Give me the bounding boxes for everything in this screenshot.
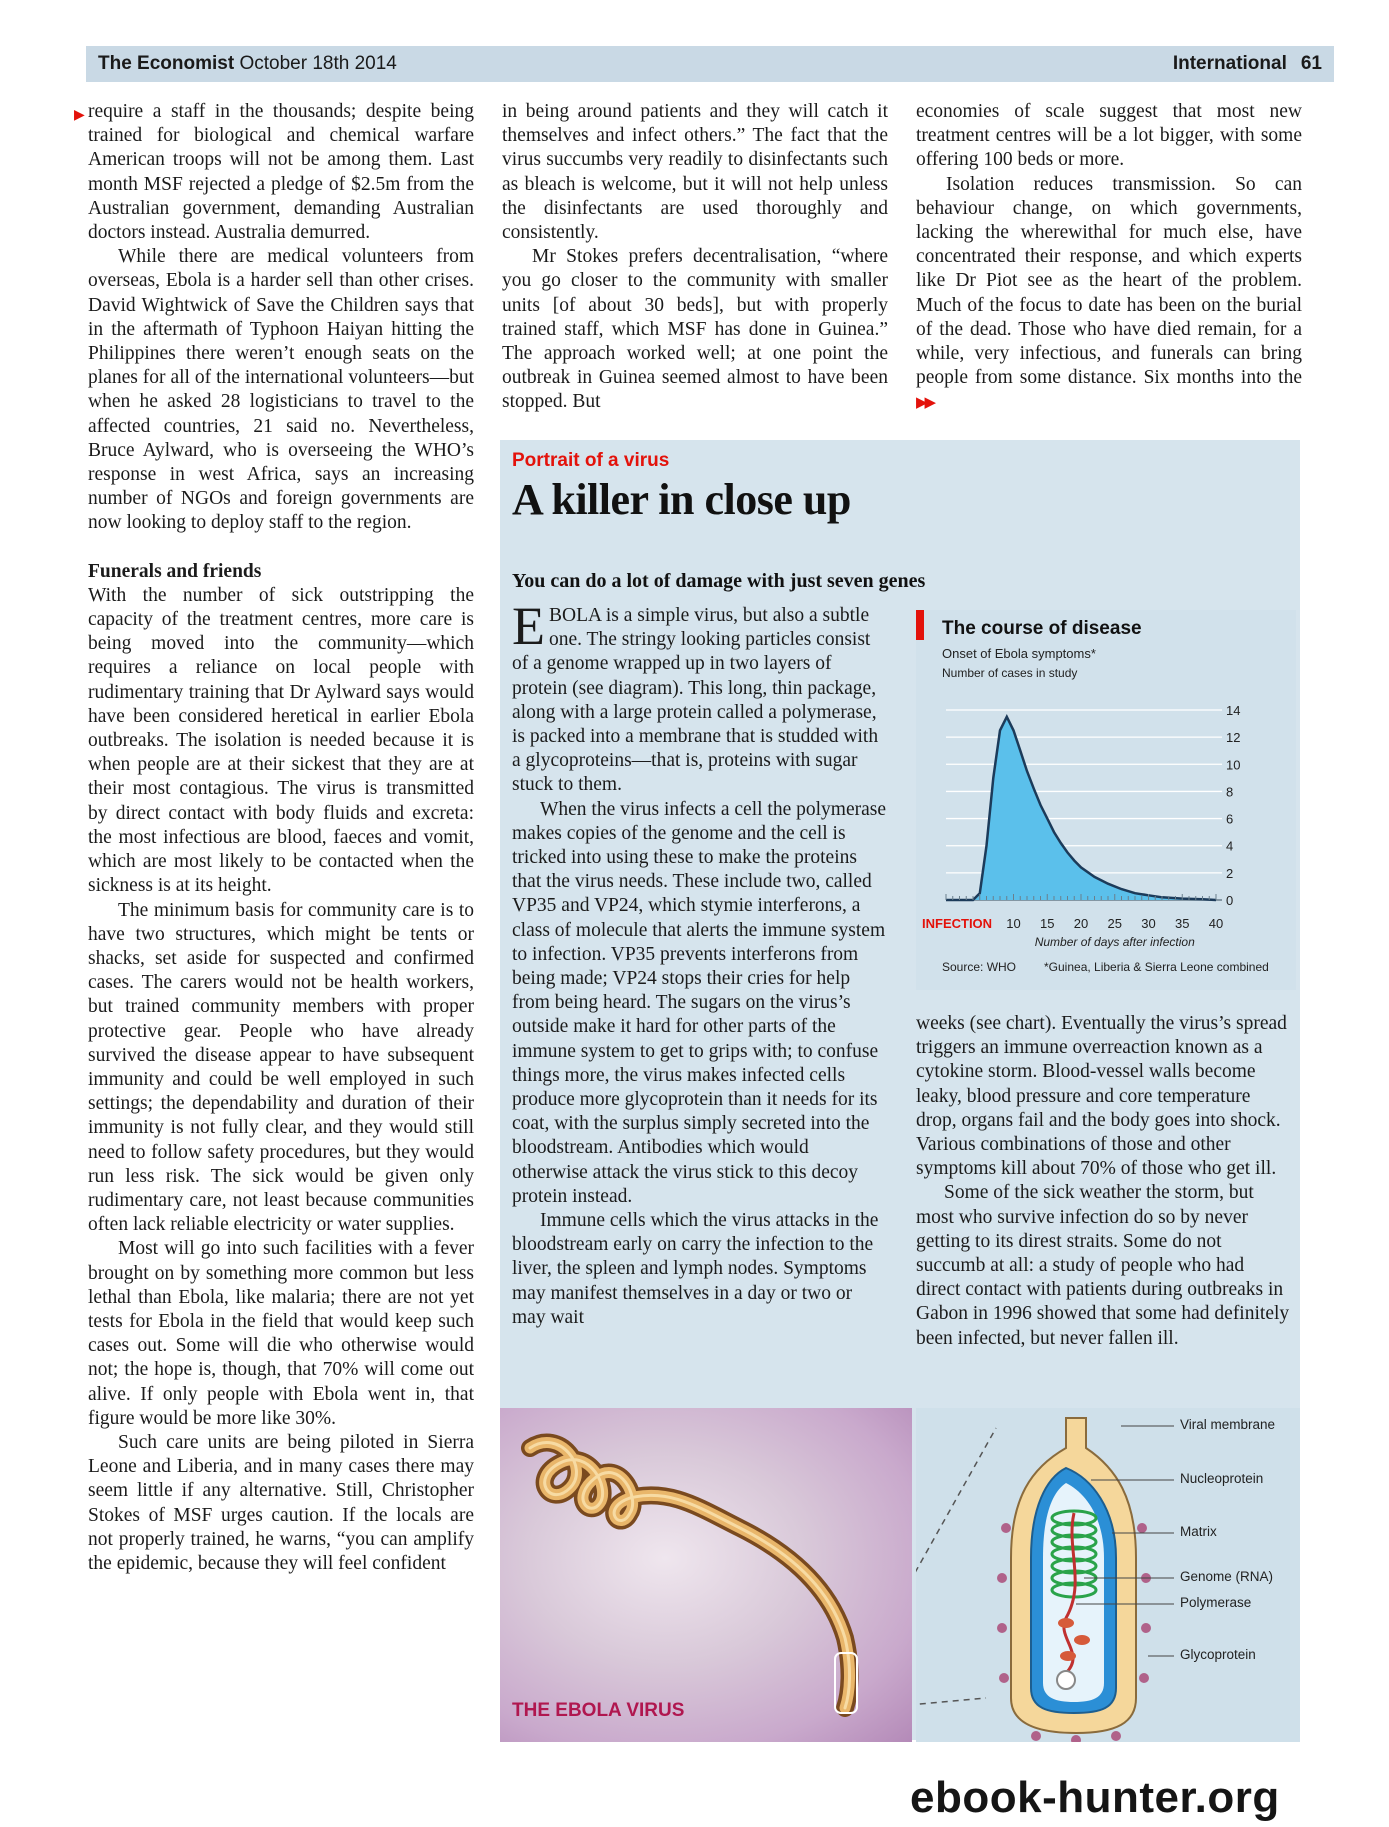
chart-subtitle: Onset of Ebola symptoms* [942,646,1096,661]
article-column-3 [916,100,1302,416]
chart-y-label: Number of cases in study [942,666,1078,680]
continuation-arrow-icon: ▶ [74,108,85,123]
continues-arrow-icon: ▶▶ [916,395,934,412]
x-origin-label: INFECTION [922,916,993,931]
paragraph [512,596,886,798]
virus-structure-diagram [916,1408,1300,1742]
label-glycoprotein: Glycoprotein [1180,1647,1256,1662]
box-column-2 [916,1012,1290,1351]
publication-name: The Economist [98,53,235,74]
drop-cap: E [512,596,545,656]
box-title: A killer in close up [512,475,851,524]
paragraph [916,173,1302,416]
y-tick-label: 10 [1226,757,1241,773]
paragraph-text: Isolation reduces transmission. So can behaviour change, on which governments, lacking the wherewithal for much else, have concentrated their response, and which experts like Dr Piot see as the heart of the problem. Much of the focus to date has been on the burial of the dead. Those who have died remain, for a while, very infectious, and funerals can bring people from some distance. Six months into the [916,173,1302,389]
paragraph: Most will go into such facilities with a fever brought on by something more common but less lethal than Ebola, like malaria; there are not yet tests for Ebola in the field that would keep such cases out. Some will die who otherwise would not; the hope is, though, that 70% will come out alive. If only people with Ebola went in, that figure would be more like 30%. [88,1238,474,1429]
publication-masthead [98,53,397,75]
paragraph: When the virus infects a cell the polymerase makes copies of the genome and the cell is tricked into using these to make the proteins that the virus needs. These include two, called VP35 and VP24, which stymie interferons, a class of molecule that alerts the immune system to infection. VP35 prevents interferons from being made; VP24 stops their cries for help from being heard. The sugars on the virus’s outside make it hard for other parts of the immune system to get to grips with; to confuse things more, the virus makes infected cells produce more glycoprotein than it needs for its coat, with the surplus simply secreted into the bloodstream. Antibodies which would otherwise attack the virus stick to this decoy protein instead. [512,798,886,1207]
section-label [1173,53,1322,75]
ebola-virus-image [500,1408,912,1742]
x-axis-label: Number of days after infection [1034,935,1195,949]
watermark: ebook-hunter.org [910,1773,1280,1822]
paragraph: in being around patients and they will catch it themselves and infect others.” The fact that the virus succumbs very readily to disinfectants such as bleach is welcome, but it will not help unless the disinfectants are used thoroughly and consistently. [502,101,888,244]
x-tick-label: 10 [1006,916,1021,931]
x-tick-label: 30 [1141,916,1156,931]
box-subtitle: You can do a lot of damage with just seven genes [512,570,926,592]
x-tick-label: 40 [1208,916,1224,931]
paragraph: The minimum basis for community care is to have two structures, which might be tents or shacks, set aside for suspected and confirmed cases. The carers would not be health workers, but trained community members with proper protective gear. People who have already survived the disease appear to have subsequent immunity and could be well employed in such settings; the dependability and duration of their immunity is not fully clear, and they would still need to follow safety procedures, but they would run less risk. The sick would be given only rudimentary care, not least because communities often lack reliable electricity or water supplies. [88,899,474,1236]
label-matrix: Matrix [1180,1524,1217,1539]
ebola-micrograph [500,1408,912,1742]
label-genome-rna: Genome (RNA) [1180,1569,1274,1584]
article-column-1 [74,100,474,1576]
x-tick-label: 25 [1107,916,1122,931]
symptom-onset-chart [916,610,1296,990]
paragraph: Some of the sick weather the storm, but most who survive infection do so by never getting to its direst straits. Some do not succumb at all: a study of people who had direct contact with patients during outbreaks in Gabon in 1996 showed that some had definitely been infected, but never fallen ill. [916,1182,1290,1349]
label-viral-membrane: Viral membrane [1180,1417,1276,1432]
y-tick-label: 12 [1226,730,1241,746]
paragraph-text: BOLA is a simple virus, but also a subtle one. The stringy looking particles consist of a genome wrapped up in two layers of protein (see diagram). This long, thin package, along with a large protein called a polymerase, is packed into a membrane that is studded with a glycoproteins—that is, proteins with sugar stuck to them. [512,605,879,796]
article-column-2 [502,100,888,415]
y-tick-label: 6 [1226,811,1234,827]
section-name: International [1172,53,1287,74]
y-tick-label: 8 [1226,784,1234,800]
paragraph: Such care units are being piloted in Sierra Leone and Liberia, and in many cases there may seem little if any alternative. Still, Christopher Stokes of MSF urges caution. If the locals are not properly trained, he warns, “you can amplify the epidemic, because they will feel confident [88,1431,474,1574]
paragraph: Immune cells which the virus attacks in the bloodstream early on carry the infection to the liver, the spleen and lymph nodes. Symptoms may manifest themselves in a day or two or may wait [512,1210,879,1328]
box-column-1 [512,596,886,1330]
paragraph: While there are medical volunteers from overseas, Ebola is a harder sell than other crises. David Wightwick of Save the Children says that in the aftermath of Typhoon Haiyan hitting the Philippines there weren’t enough seats on the planes for all of the international volunteers—but when he asked 28 logisticians to travel to the affected countries, 21 said no. Nevertheless, Bruce Aylward, who is overseeing the WHO’s response in west Africa, says an increasing number of NGOs and foreign governments are now looking to deploy staff to the region. [88,246,474,534]
x-tick-label: 15 [1040,916,1055,931]
y-tick-label: 0 [1226,893,1234,908]
paragraph: weeks (see chart). Eventually the virus’s spread triggers an immune overreaction known as a cytokine storm. Blood-vessel walls become leaky, blood pressure and core temperature drop, organs fail and the body goes into shock. Various combinations of those and other symptoms kill about 70% of those who get ill. [916,1013,1287,1180]
y-tick-label: 4 [1226,838,1234,854]
label-polymerase: Polymerase [1180,1595,1252,1610]
label-nucleoprotein: Nucleoprotein [1180,1471,1264,1486]
x-tick-label: 20 [1073,916,1089,931]
paragraph: Mr Stokes prefers decentralisation, “where you go closer to the community with smaller units [of about 30 beds], but with properly trained staff, which MSF has done in Guinea.” The approach worked well; at one point the outbreak in Guinea seemed almost to have been stopped. But [502,246,888,413]
chart-plot [916,610,1296,990]
y-tick-label: 2 [1226,865,1234,881]
sidebar-box [500,440,1300,1740]
chart-source: Source: WHO [942,960,1017,974]
box-kicker: Portrait of a virus [512,450,670,471]
subheading: Funerals and friends [88,560,262,582]
paragraph: require a staff in the thousands; despite being trained for biological and chemical warfare American troops will not be among them. Last month MSF rejected a pledge of $2.5m from the Australian government, demanding Australian doctors instead. Australia demurred. [88,101,474,244]
y-tick-label: 14 [1226,703,1241,718]
paragraph: economies of scale suggest that most new treatment centres will be a lot bigger, with some offering 100 beds or more. [916,101,1302,171]
page-header [86,46,1334,82]
page-number: 61 [1300,53,1322,74]
photo-caption: THE EBOLA VIRUS [512,1700,685,1721]
paragraph: With the number of sick outstripping the capacity of the treatment centres, more care is being moved into the community—which requires a reliance on local people with rudimentary training that Dr Aylward says would have been considered heretical in earlier Ebola outbreaks. The isolation is needed because it is when people are at their sickest that they are at their most contagious. The virus is transmitted by direct contact with body fluids and excreta: the most infectious are blood, faeces and vomit, which are most likely to be contacted when the sickness is at its height. [88,584,474,897]
issue-date: October 18th 2014 [239,53,397,74]
chart-note: *Guinea, Liberia & Sierra Leone combined [1044,960,1269,974]
x-tick-label: 35 [1175,916,1190,931]
chart-title: The course of disease [942,618,1142,639]
